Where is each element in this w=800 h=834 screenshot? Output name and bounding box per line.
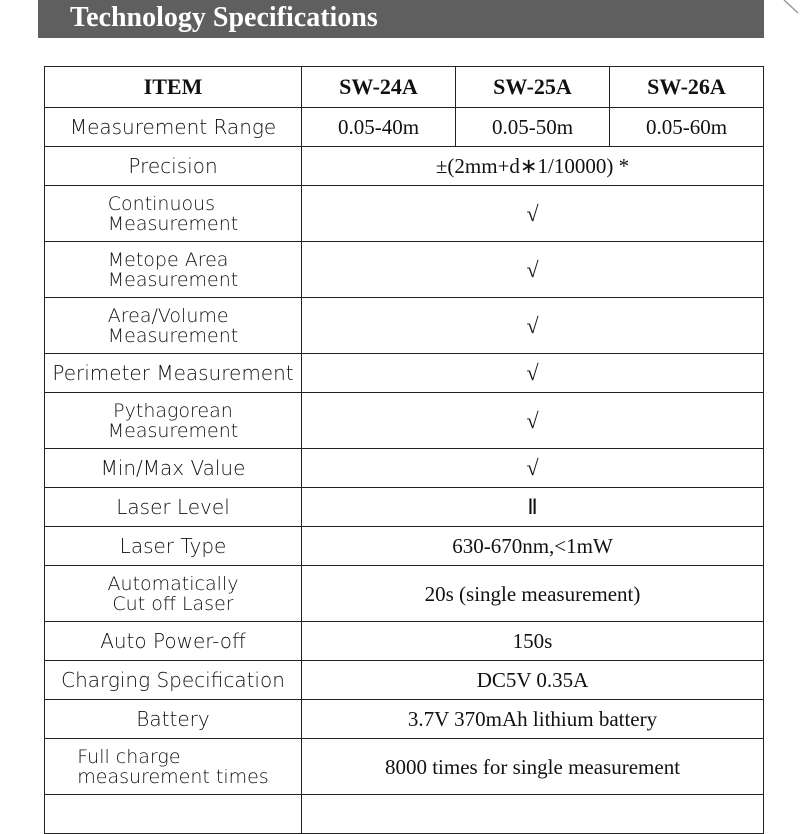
check-mark: √: [302, 449, 764, 488]
cell-value: 150s: [302, 622, 764, 661]
table-row: [45, 795, 764, 834]
table-row: [45, 700, 764, 739]
header-sw25a: SW-25A: [456, 67, 610, 108]
cell-value: DC5V 0.35A: [302, 661, 764, 700]
cell-value: 20s (single measurement): [302, 566, 764, 622]
table-row: [45, 739, 764, 795]
row-label: Charging Specification: [45, 661, 302, 700]
row-label: Automatically Cut off Laser: [45, 566, 302, 622]
row-label: Pythagorean Measurement: [45, 393, 302, 449]
cell-value: 3.7V 370mAh lithium battery: [302, 700, 764, 739]
header-item: ITEM: [45, 67, 302, 108]
cell-value: 0.05-40m: [302, 108, 456, 147]
corner-fold-icon: [780, 0, 800, 14]
table-row: [45, 661, 764, 700]
table-row: [45, 449, 764, 488]
table-row: [45, 186, 764, 242]
cell-value: 8000 times for single measurement: [302, 739, 764, 795]
check-mark: √: [302, 354, 764, 393]
row-label: Continuous Measurement: [45, 186, 302, 242]
table-row: [45, 393, 764, 449]
table-row: [45, 242, 764, 298]
cell-value: 0.05-50m: [456, 108, 610, 147]
row-label: Auto Power-off: [45, 622, 302, 661]
row-label: Perimeter Measurement: [45, 354, 302, 393]
row-label: Laser Type: [45, 527, 302, 566]
header-row: [45, 67, 764, 108]
cell-value: 0.05-60m: [610, 108, 764, 147]
table-row: [45, 354, 764, 393]
row-label: Measurement Range: [45, 108, 302, 147]
title-bar: [38, 0, 764, 38]
row-label: Battery: [45, 700, 302, 739]
table-row: [45, 527, 764, 566]
check-mark: √: [302, 242, 764, 298]
row-label: Precision: [45, 147, 302, 186]
cell-value: [302, 795, 764, 834]
row-label: Min/Max Value: [45, 449, 302, 488]
check-mark: √: [302, 393, 764, 449]
row-label: Area/Volume Measurement: [45, 298, 302, 354]
header-sw26a: SW-26A: [610, 67, 764, 108]
header-sw24a: SW-24A: [302, 67, 456, 108]
table-row: [45, 147, 764, 186]
row-label: [45, 795, 302, 834]
table-row: [45, 298, 764, 354]
table-row: [45, 108, 764, 147]
table-row: [45, 622, 764, 661]
page-title: Technology Specifications: [70, 2, 378, 33]
row-label: Metope Area Measurement: [45, 242, 302, 298]
row-label: Laser Level: [45, 488, 302, 527]
table-row: [45, 488, 764, 527]
cell-value: Ⅱ: [302, 488, 764, 527]
check-mark: √: [302, 186, 764, 242]
cell-value: ±(2mm+d∗1/10000) *: [302, 147, 764, 186]
spec-table: [44, 66, 764, 834]
cell-value: 630-670nm,<1mW: [302, 527, 764, 566]
table-row: [45, 566, 764, 622]
check-mark: √: [302, 298, 764, 354]
row-label: Full charge measurement times: [45, 739, 302, 795]
